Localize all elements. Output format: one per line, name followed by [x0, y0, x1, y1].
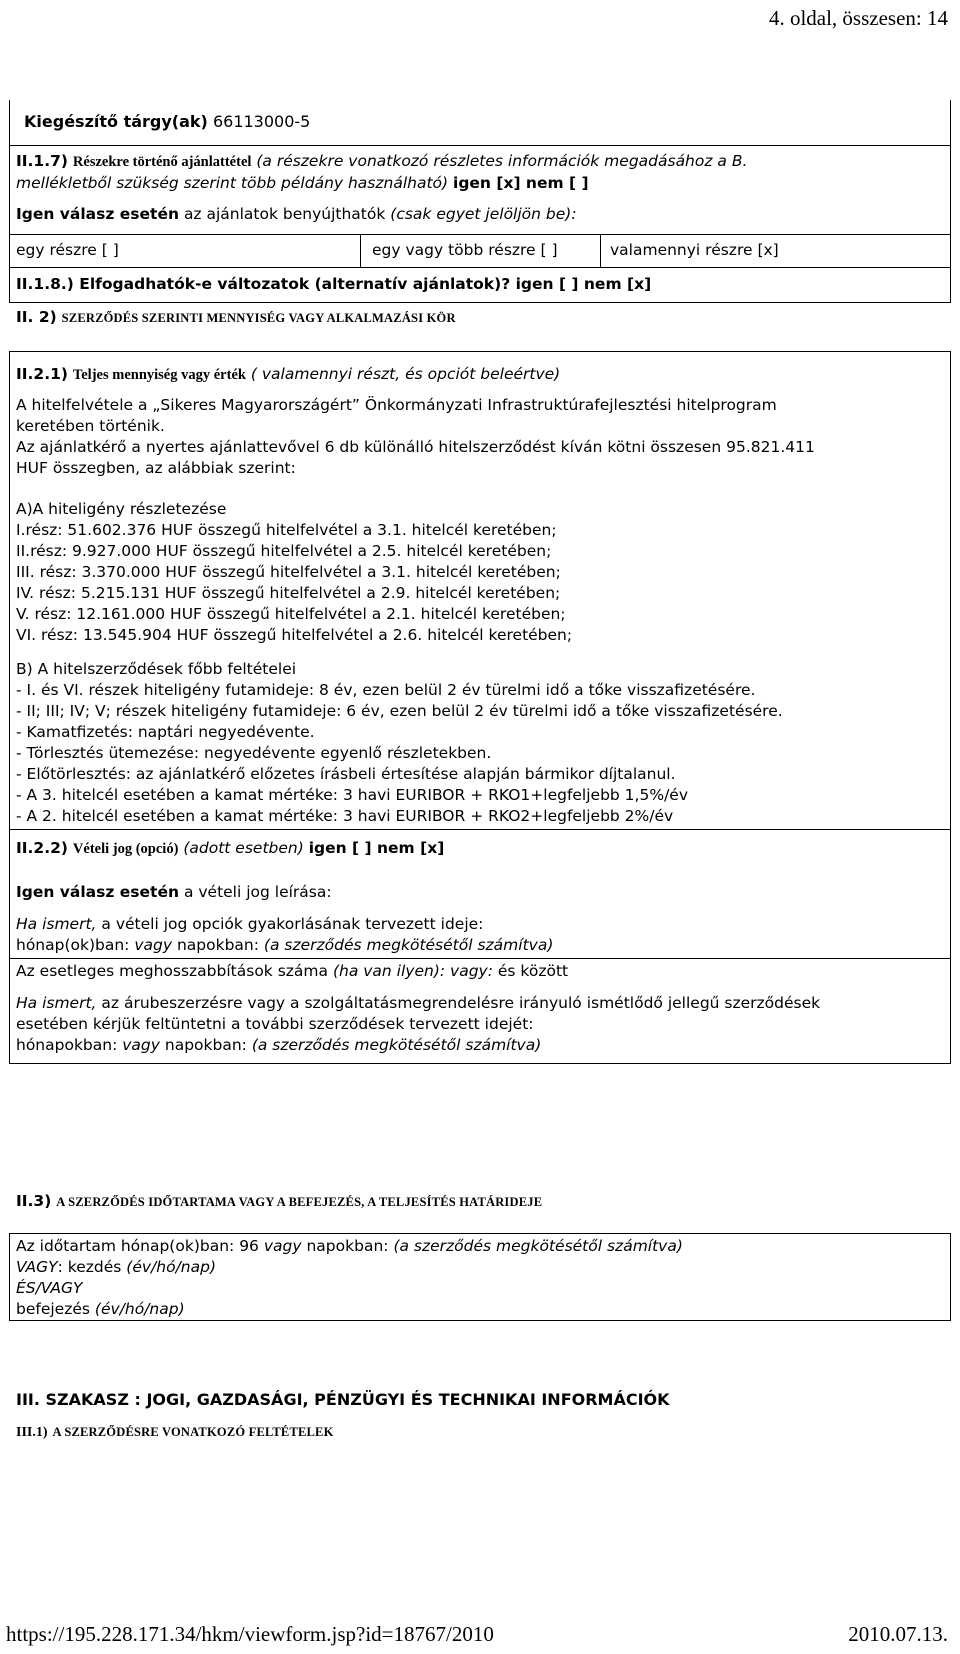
list-item: VI. rész: 13.545.904 HUF összegű hitelfelvétel a 2.6. hitelcél keretében;: [16, 626, 573, 644]
extension-count: [16, 961, 568, 982]
supplementary-code: 66113000-5: [212, 112, 311, 131]
ii3-heading: [16, 1191, 542, 1213]
list-item: - I. és VI. részek hiteligény futamideje: 8 év, ezen belül 2 év türelmi idő a tőke visszafizetésére.: [16, 681, 756, 699]
bid-lead-text: az ajánlatok benyújthatók: [183, 205, 386, 223]
days-label: napokban:: [176, 936, 259, 954]
duration-value: 96: [239, 1237, 259, 1255]
ii22-title: Vételi jog (opció): [72, 841, 179, 857]
list-item: - Előtörlesztés: az ajánlatkérő előzetes írásbeli értesítése alapján bármikor díjtalanul.: [16, 765, 676, 783]
if-known-label: Ha ismert,: [16, 915, 97, 933]
ii3-title: A SZERZŐDÉS IDŐTARTAMA VAGY A BEFEJEZÉS, A TELJESÍTÉS HATÁRIDEJE: [56, 1195, 543, 1209]
extension-between: és között: [497, 962, 569, 980]
ii22-answer: igen [ ] nem [x]: [308, 839, 445, 857]
top-box-bottom-border: [9, 302, 951, 303]
section-ii2-number: II. 2): [16, 308, 57, 326]
ii17-note-1: (a részekre vonatkozó részletes információk megadásához a B.: [256, 152, 748, 170]
ii3-content: [16, 1236, 683, 1320]
recurring-text-1: az árubeszerzésre vagy a szolgáltatásmegrendelésre irányuló ismétlődő jellegű szerződések: [101, 994, 821, 1012]
loan-breakdown-title: A)A hiteligény részletezése: [16, 500, 227, 518]
days-label-2: napokban:: [164, 1036, 247, 1054]
list-item: - A 2. hitelcél esetében a kamat mértéke: 3 havi EURIBOR + RKO2+legfeljebb 2%/év: [16, 807, 674, 825]
from-contract-note-2: (a szerződés megkötésétől számítva): [251, 1036, 542, 1054]
ii21-title: Teljes mennyiség vagy érték: [72, 367, 246, 383]
ii22-yes-text: a vételi jog leírása:: [183, 883, 332, 901]
ii3-from-contract: (a szerződés megkötésétől számítva): [393, 1237, 683, 1255]
ii18-alternatives: II.1.8.) Elfogadhatók-e változatok (alternatív ajánlatok)? igen [ ] nem [x]: [16, 275, 652, 293]
ii17-line2: [16, 173, 589, 194]
loan-conditions-title: B) A hitelszerződések főbb feltételei: [16, 660, 297, 678]
section-ii2-heading: [16, 307, 456, 329]
ii22-note: (adott esetben): [183, 839, 304, 857]
recurring-if-known: Ha ismert,: [16, 994, 97, 1012]
ii3-number: II.3): [16, 1192, 52, 1210]
ii21-number: II.2.1): [16, 365, 68, 383]
from-contract-note: (a szerződés megkötésétől számítva): [263, 936, 554, 954]
recurring-text-2: esetében kérjük feltüntetni a további szerződések tervezett idejét:: [16, 1015, 534, 1033]
footer-date: 2010.07.13.: [848, 1622, 948, 1646]
options-divider-2: [600, 234, 601, 268]
section-iii1-title: A SZERZŐDÉSRE VONATKOZÓ FELTÉTELEK: [52, 1425, 334, 1439]
option-one-part: egy részre [ ]: [16, 241, 119, 259]
supplementary-label: Kiegészítő tárgy(ak): [24, 112, 208, 131]
options-divider-1: [360, 234, 361, 268]
or-caps: VAGY: [16, 1258, 58, 1276]
page-indicator: 4. oldal, összesen: 14: [768, 6, 948, 30]
list-item: - Kamatfizetés: naptári negyedévente.: [16, 723, 315, 741]
option-all-parts: valamennyi részre [x]: [610, 241, 779, 259]
bid-lead-bold: Igen válasz esetén: [16, 205, 179, 223]
supplementary-subject: [24, 111, 310, 132]
list-item: - A 3. hitelcél esetében a kamat mértéke: 3 havi EURIBOR + RKO1+legfeljebb 1,5%/év: [16, 786, 688, 804]
option-planned-time: [16, 914, 483, 935]
end-label: befejezés: [16, 1300, 90, 1318]
ii17-title: Részekre történő ajánlattétel: [72, 154, 252, 170]
list-item: II.rész: 9.927.000 HUF összegű hitelfelvétel a 2.5. hitelcél keretében;: [16, 542, 552, 560]
ii17-line1: [16, 151, 747, 173]
ii3-or-word: vagy: [263, 1237, 302, 1255]
and-or: ÉS/VAGY: [16, 1279, 83, 1297]
extension-label: Az esetleges meghosszabbítások száma: [16, 962, 329, 980]
ii21-heading: [16, 364, 560, 386]
paragraph-line: keretében történik.: [16, 417, 165, 435]
paragraph-line: A hitelfelvétele a „Sikeres Magyarországért” Önkormányzati Infrastruktúrafejlesztési hitelprogram: [16, 396, 777, 414]
top-box-separator: [9, 145, 951, 146]
ii22-yes-bold: Igen válasz esetén: [16, 883, 179, 901]
ii22-yes-description: [16, 882, 332, 903]
footer-url: https://195.228.171.34/hkm/viewform.jsp?id=18767/2010: [6, 1622, 494, 1646]
ii3-days-label: napokban:: [306, 1237, 389, 1255]
loan-breakdown: [16, 499, 572, 646]
ii22-option-separator: [9, 958, 951, 959]
end-date-format: (év/hó/nap): [94, 1300, 185, 1318]
loan-conditions: [16, 659, 783, 827]
bid-options-lead: [16, 204, 577, 225]
planned-time-text: a vételi jog opciók gyakorlásának tervezett ideje:: [101, 915, 484, 933]
ii17-note-2: mellékletből szükség szerint több példány használható): [16, 174, 449, 192]
bid-lead-italic: (csak egyet jelöljön be):: [390, 205, 577, 223]
start-label: : kezdés: [57, 1258, 122, 1276]
list-item: V. rész: 12.161.000 HUF összegű hitelfelvétel a 2.1. hitelcél keretében;: [16, 605, 566, 623]
ii21-note: ( valamennyi részt, és opciót beleértve): [250, 365, 561, 383]
section-iii1-number: III.1): [16, 1425, 48, 1440]
top-box-right-border: [950, 100, 951, 303]
paragraph-line: Az ajánlatkérő a nyertes ajánlattevővel 6 db különálló hitelszerződést kíván kötni összesen 95.821.411: [16, 438, 815, 456]
ii17-number: II.1.7): [16, 152, 68, 170]
ii22-number: II.2.2): [16, 839, 68, 857]
options-row-top-border: [9, 234, 951, 235]
list-item: - Törlesztés ütemezése: negyedévente egyenlő részletekben.: [16, 744, 492, 762]
or-word-2: vagy: [122, 1036, 160, 1054]
option-months-days: [16, 935, 553, 956]
ii22-heading: [16, 838, 444, 860]
section-ii2-title: SZERZŐDÉS SZERINTI MENNYISÉG VAGY ALKALMAZÁSI KÖR: [61, 311, 456, 325]
paragraph-line: HUF összegben, az alábbiak szerint:: [16, 459, 296, 477]
section-iii1-heading: [16, 1421, 334, 1443]
recurring-contracts: [16, 993, 820, 1056]
list-item: - II; III; IV; V; részek hiteligény futamideje: 6 év, ezen belül 2 év türelmi idő a tőke visszafizetésére.: [16, 702, 783, 720]
months-label: hónap(ok)ban:: [16, 936, 130, 954]
list-item: IV. rész: 5.215.131 HUF összegű hitelfelvétel a 2.9. hitelcél keretében;: [16, 584, 561, 602]
or-word: vagy: [134, 936, 173, 954]
list-item: I.rész: 51.602.376 HUF összegű hitelfelvétel a 3.1. hitelcél keretében;: [16, 521, 557, 539]
section-iii-title: III. SZAKASZ : JOGI, GAZDASÁGI, PÉNZÜGYI ÉS TECHNIKAI INFORMÁCIÓK: [16, 1390, 670, 1409]
options-row-bottom-border: [9, 267, 951, 268]
list-item: III. rész: 3.370.000 HUF összegű hitelfelvétel a 3.1. hitelcél keretében;: [16, 563, 561, 581]
ii21-bottom-border: [9, 829, 951, 830]
extension-if: (ha van ilyen): [332, 962, 440, 980]
months-label-2: hónapokban:: [16, 1036, 118, 1054]
start-date-format: (év/hó/nap): [126, 1258, 216, 1276]
ii17-answer: igen [x] nem [ ]: [453, 174, 589, 192]
extension-or: : vagy:: [439, 962, 493, 980]
duration-label: Az időtartam hónap(ok)ban:: [16, 1237, 235, 1255]
top-box-left-border: [9, 100, 10, 303]
option-one-or-more-parts: egy vagy több részre [ ]: [372, 241, 558, 259]
ii21-paragraph: [16, 395, 815, 479]
